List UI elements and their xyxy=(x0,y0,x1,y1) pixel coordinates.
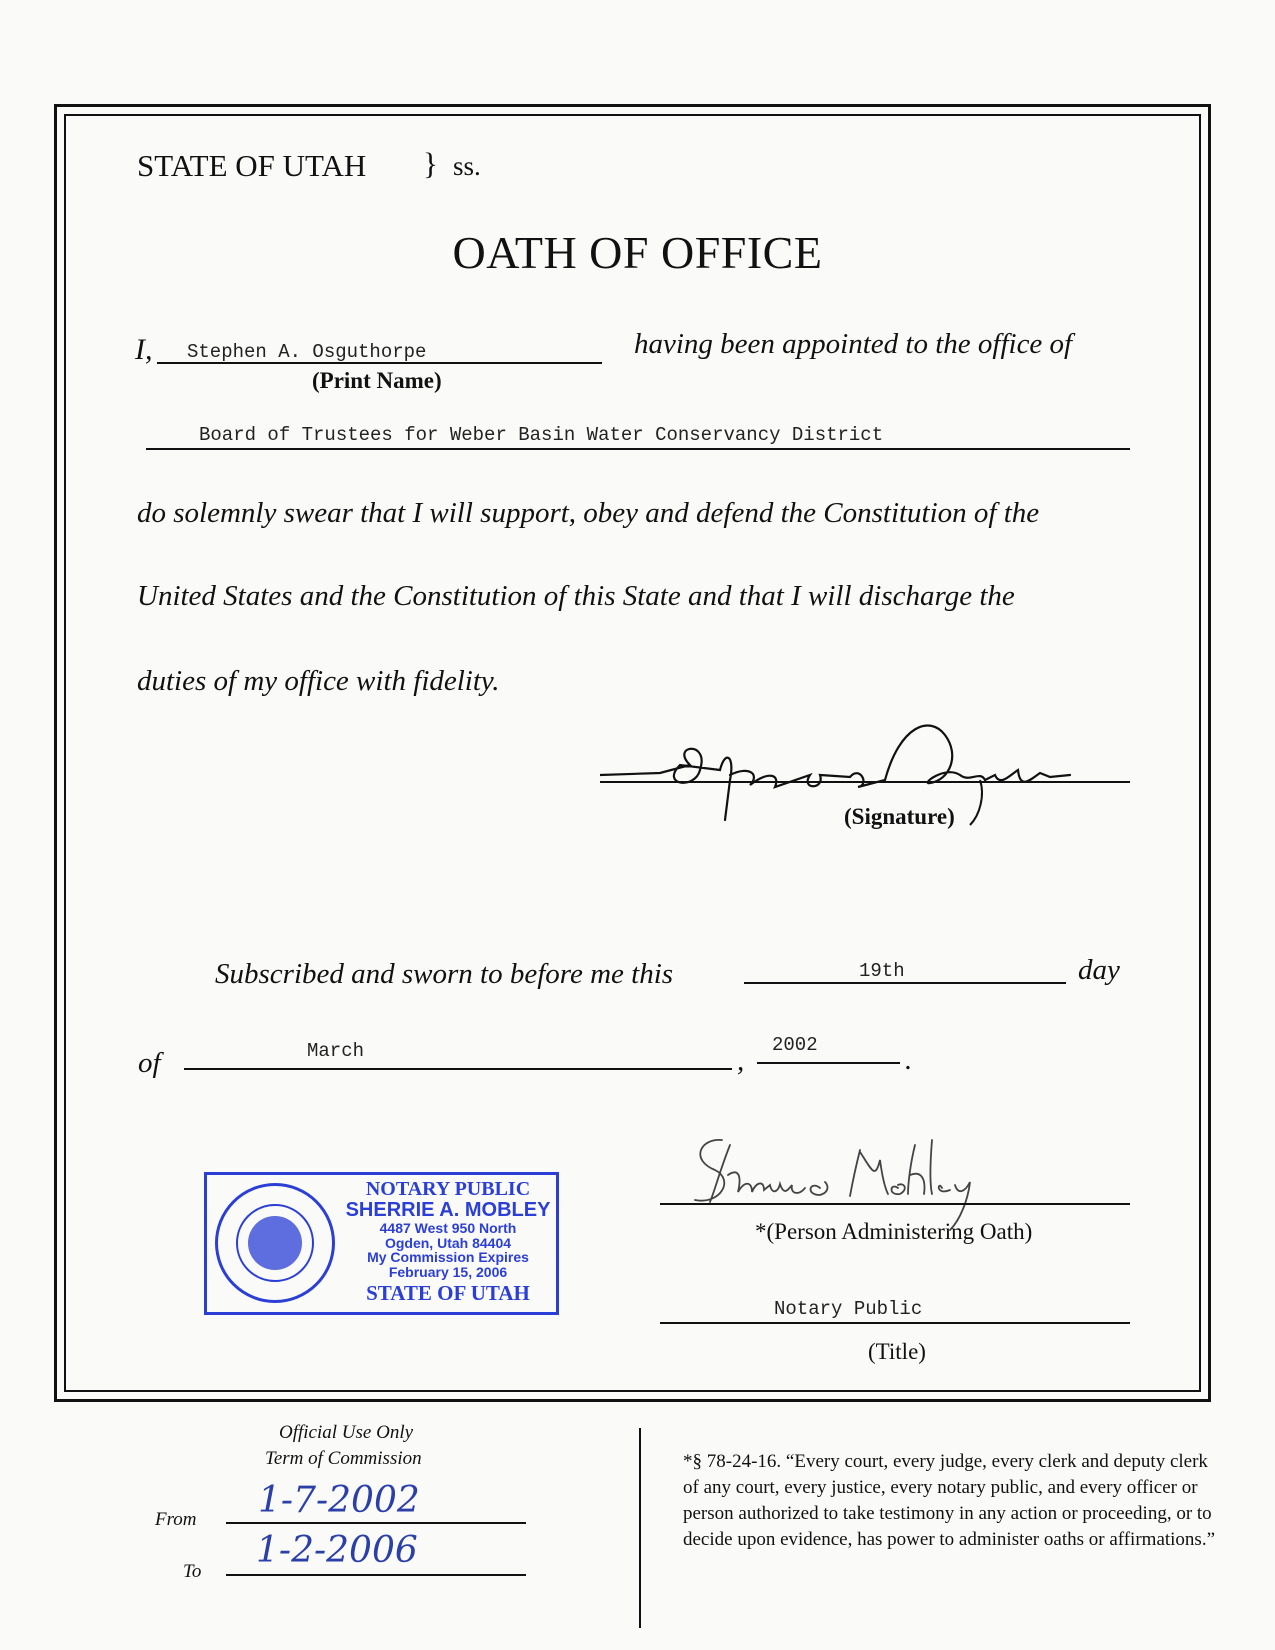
seal-line-7: STATE OF UTAH xyxy=(366,1280,530,1305)
term-heading: Term of Commission xyxy=(265,1448,422,1469)
oath-line-3: duties of my office with fidelity. xyxy=(137,665,500,697)
i-label: I, xyxy=(135,333,153,366)
from-value: 1-7-2002 xyxy=(258,1480,420,1521)
document-title: OATH OF OFFICE xyxy=(452,227,823,278)
day-line xyxy=(744,982,1066,984)
comma: , xyxy=(737,1045,745,1077)
seal-line-3: 4487 West 950 North xyxy=(379,1220,517,1236)
month-line xyxy=(184,1068,732,1070)
administering-label: *(Person Administering Oath) xyxy=(755,1219,1033,1244)
title-label: (Title) xyxy=(868,1339,926,1364)
title-line xyxy=(660,1322,1130,1324)
seal-line-5: My Commission Expires xyxy=(367,1249,529,1266)
statute-note: *§ 78-24-16. “Every court, every judge, every clerk and deputy clerk of any court, every justice, every notary public, and every officer or person authorized to take testimony in any action or proceeding, or to decide upon evidence, has power to administer oaths or affirmations.” xyxy=(683,1451,1216,1550)
venue-brace: } xyxy=(423,146,438,181)
print-name-value: Stephen A. Osguthorpe xyxy=(187,341,427,363)
print-name-label: (Print Name) xyxy=(312,368,442,393)
section-divider xyxy=(639,1428,641,1628)
signature-line xyxy=(600,781,1130,783)
oath-line-2: United States and the Constitution of this State and that I will discharge the xyxy=(137,580,1015,612)
seal-line-4: Ogden, Utah 84404 xyxy=(384,1234,512,1251)
notary-signature-line xyxy=(660,1203,1130,1205)
seal-line-6: February 15, 2006 xyxy=(388,1264,508,1281)
day-label: day xyxy=(1078,954,1120,986)
day-value: 19th xyxy=(859,960,905,982)
state-seal-emblem xyxy=(215,1183,335,1303)
official-use-heading: Official Use Only xyxy=(279,1422,414,1443)
oath-line-1: do solemnly swear that I will support, obey and defend the Constitution of the xyxy=(137,497,1040,529)
notary-seal xyxy=(204,1172,559,1315)
state-heading: STATE OF UTAH xyxy=(137,148,367,183)
year-value: 2002 xyxy=(772,1034,818,1056)
from-label: From xyxy=(155,1509,197,1530)
of-label: of xyxy=(138,1047,161,1079)
to-value: 1-2-2006 xyxy=(256,1530,418,1571)
seal-line-2: SHERRIE A. MOBLEY xyxy=(345,1199,551,1221)
year-line xyxy=(757,1062,900,1064)
notary-title-value: Notary Public xyxy=(774,1298,923,1320)
print-name-line xyxy=(157,362,602,364)
appointed-text: having been appointed to the office of xyxy=(634,328,1073,360)
to-line xyxy=(226,1574,526,1576)
seal-line-1: NOTARY PUBLIC xyxy=(365,1178,531,1200)
signature-label: (Signature) xyxy=(844,804,955,829)
office-value: Board of Trustees for Weber Basin Water Conservancy District xyxy=(199,424,884,446)
from-line xyxy=(226,1522,526,1524)
subscribed-text: Subscribed and sworn to before me this xyxy=(215,958,674,990)
office-line xyxy=(146,448,1130,450)
to-label: To xyxy=(183,1561,202,1582)
ss-label: ss. xyxy=(453,151,481,181)
month-value: March xyxy=(307,1040,365,1062)
period: . xyxy=(905,1044,913,1076)
